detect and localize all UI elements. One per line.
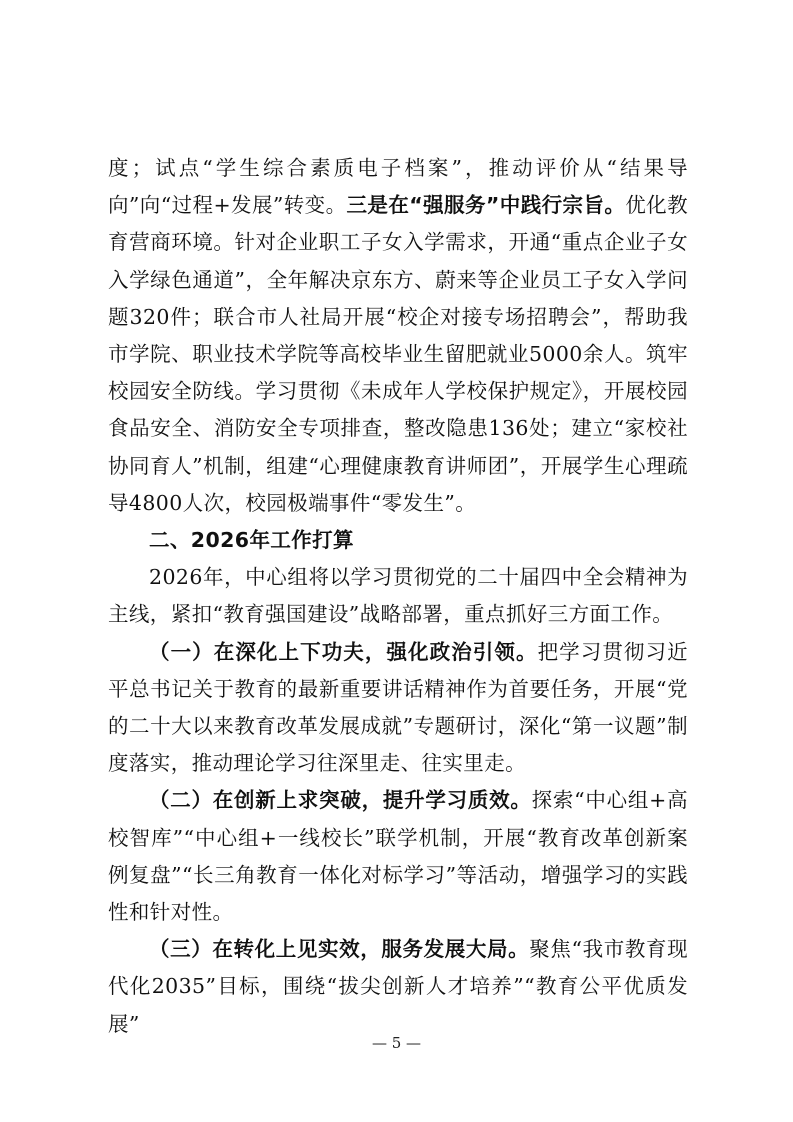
paragraph-text: 把学习贯彻习近平总书记关于教育的最新重要讲话精神作为首要任务，开展“党的二十大以来教育改革发展成就”专题研讨，深化“第一议题”制度落实，推动理论学习往深里走、往实里走。	[108, 639, 688, 776]
paragraph-bold-lead: 三是在“强服务”中践行宗旨。	[346, 193, 626, 218]
paragraph	[108, 931, 688, 1043]
paragraph-text: 度；试点“学生综合素质电子档案”，推动评价从“结果导向”向“过程+发展”转变。	[108, 156, 688, 218]
paragraph	[108, 782, 688, 931]
paragraph	[108, 634, 688, 783]
paragraph-text: 优化教育营商环境。针对企业职工子女入学需求，开通“重点企业子女入学绿色通道”，全年解决京东方、蔚来等企业员工子女入学问题320件；联合市人社局开展“校企对接专场招聘会”，帮助我市学院、职业技术学院等高校毕业生留肥就业5000余人。筑牢校园安全防线。学习贯彻《未成年人学校保护规定》，开展校园食品安全、消防安全专项排查，整改隐患136处；建立“家校社协同育人”机制，组建“心理健康教育讲师团”，开展学生心理疏导4800人次，校园极端事件“零发生”。	[108, 193, 688, 515]
paragraph-bold-lead: （一）在深化上下功夫，强化政治引领。	[149, 639, 538, 664]
paragraph-continued	[108, 150, 688, 522]
paragraph-text: 聚焦“我市教育现代化2035”目标，围绕“拔尖创新人才培养”“教育公平优质发展”	[108, 937, 689, 1036]
page-number: — 5 —	[371, 1034, 422, 1052]
section-heading: 二、2026年工作打算	[149, 528, 354, 553]
paragraph-text: 探索“中心组+高校智库”“中心组+一线校长”联学机制，开展“教育改革创新案例复盘”“长三角教育一体化对标学习”等活动，增强学习的实践性和针对性。	[108, 788, 688, 925]
paragraph: 2026年，中心组将以学习贯彻党的二十届四中全会精神为主线，紧扣“教育强国建设”战略部署，重点抓好三方面工作。	[108, 565, 688, 627]
paragraph-bold-lead: （三）在转化上见实效，服务发展大局。	[149, 937, 530, 962]
paragraph-bold-lead: （二）在创新上求突破，提升学习质效。	[149, 788, 532, 813]
document-body	[108, 150, 688, 1043]
